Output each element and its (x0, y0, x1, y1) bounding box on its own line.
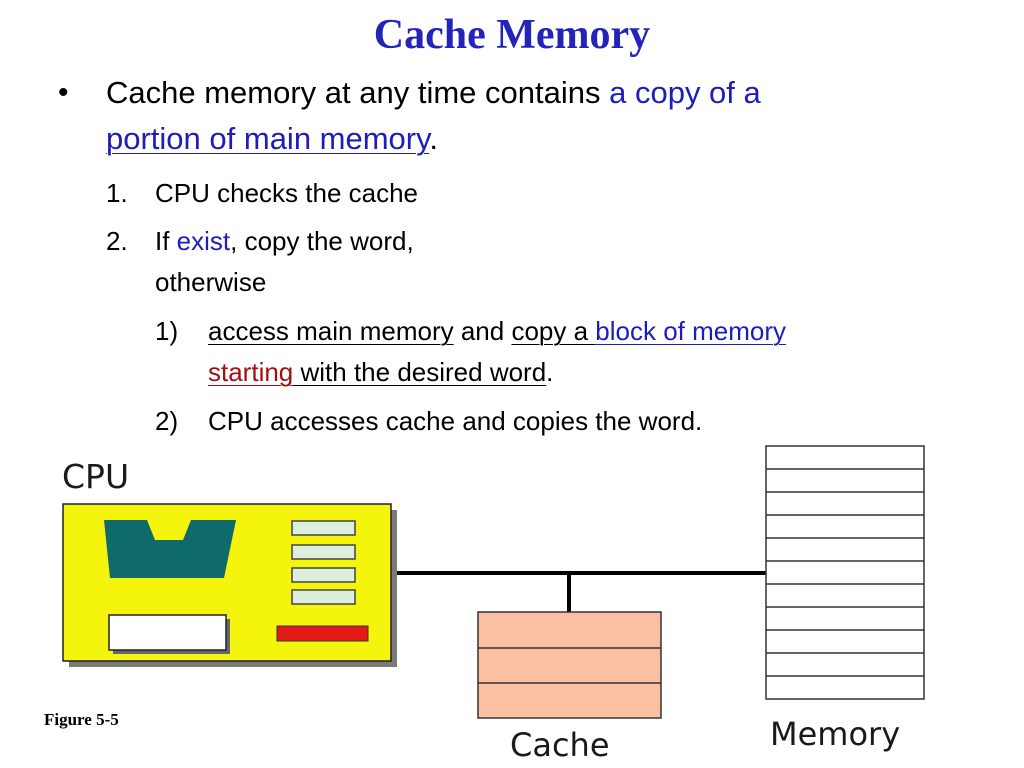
sub-step-1-part-6: with the desired word (293, 357, 547, 387)
figure-label: Figure 5-5 (44, 710, 119, 729)
sub-step-2-number: 2) (155, 406, 179, 436)
step-1-text: CPU checks the cache (155, 178, 419, 208)
sub-step-1-part-5: starting (208, 357, 294, 387)
sub-step-1-part-4: block of memory (595, 316, 787, 346)
cpu-register (292, 545, 355, 559)
step-2-highlight: exist (176, 226, 231, 256)
bullet-highlight-2: portion of main memory (106, 121, 430, 156)
step-2-prefix: If (155, 226, 177, 256)
step-2-number: 2. (106, 226, 128, 256)
bullet-highlight-1: a copy of a (609, 75, 761, 110)
cache-block (478, 612, 661, 718)
memory-label: Memory (770, 715, 901, 753)
bullet-symbol: • (58, 76, 69, 109)
step-2-suffix: , copy the word, (230, 226, 414, 256)
sub-step-1-part-2: and (453, 316, 512, 346)
cache-body (478, 612, 661, 718)
memory-block (766, 446, 924, 699)
cpu-register (292, 521, 355, 535)
cpu-white-box (109, 615, 226, 650)
memory-body (766, 446, 924, 699)
sub-step-1-part-1: access main memory (208, 316, 454, 346)
bullet-period: . (429, 121, 438, 156)
cpu-register (292, 590, 355, 604)
sub-step-1-part-7: . (546, 357, 554, 387)
sub-step-1-number: 1) (155, 316, 179, 346)
bullet-text: Cache memory at any time contains (106, 75, 610, 110)
sub-step-1-part-3: copy a (511, 316, 596, 346)
cpu-register (292, 568, 355, 582)
cache-label: Cache (510, 726, 610, 764)
slide-title: Cache Memory (373, 12, 651, 58)
sub-step-2-text: CPU accesses cache and copies the word. (208, 406, 703, 436)
cpu-red-register (277, 626, 368, 641)
cpu-label: CPU (62, 457, 130, 496)
step-1-number: 1. (106, 178, 128, 208)
step-2-line-2: otherwise (155, 267, 267, 297)
